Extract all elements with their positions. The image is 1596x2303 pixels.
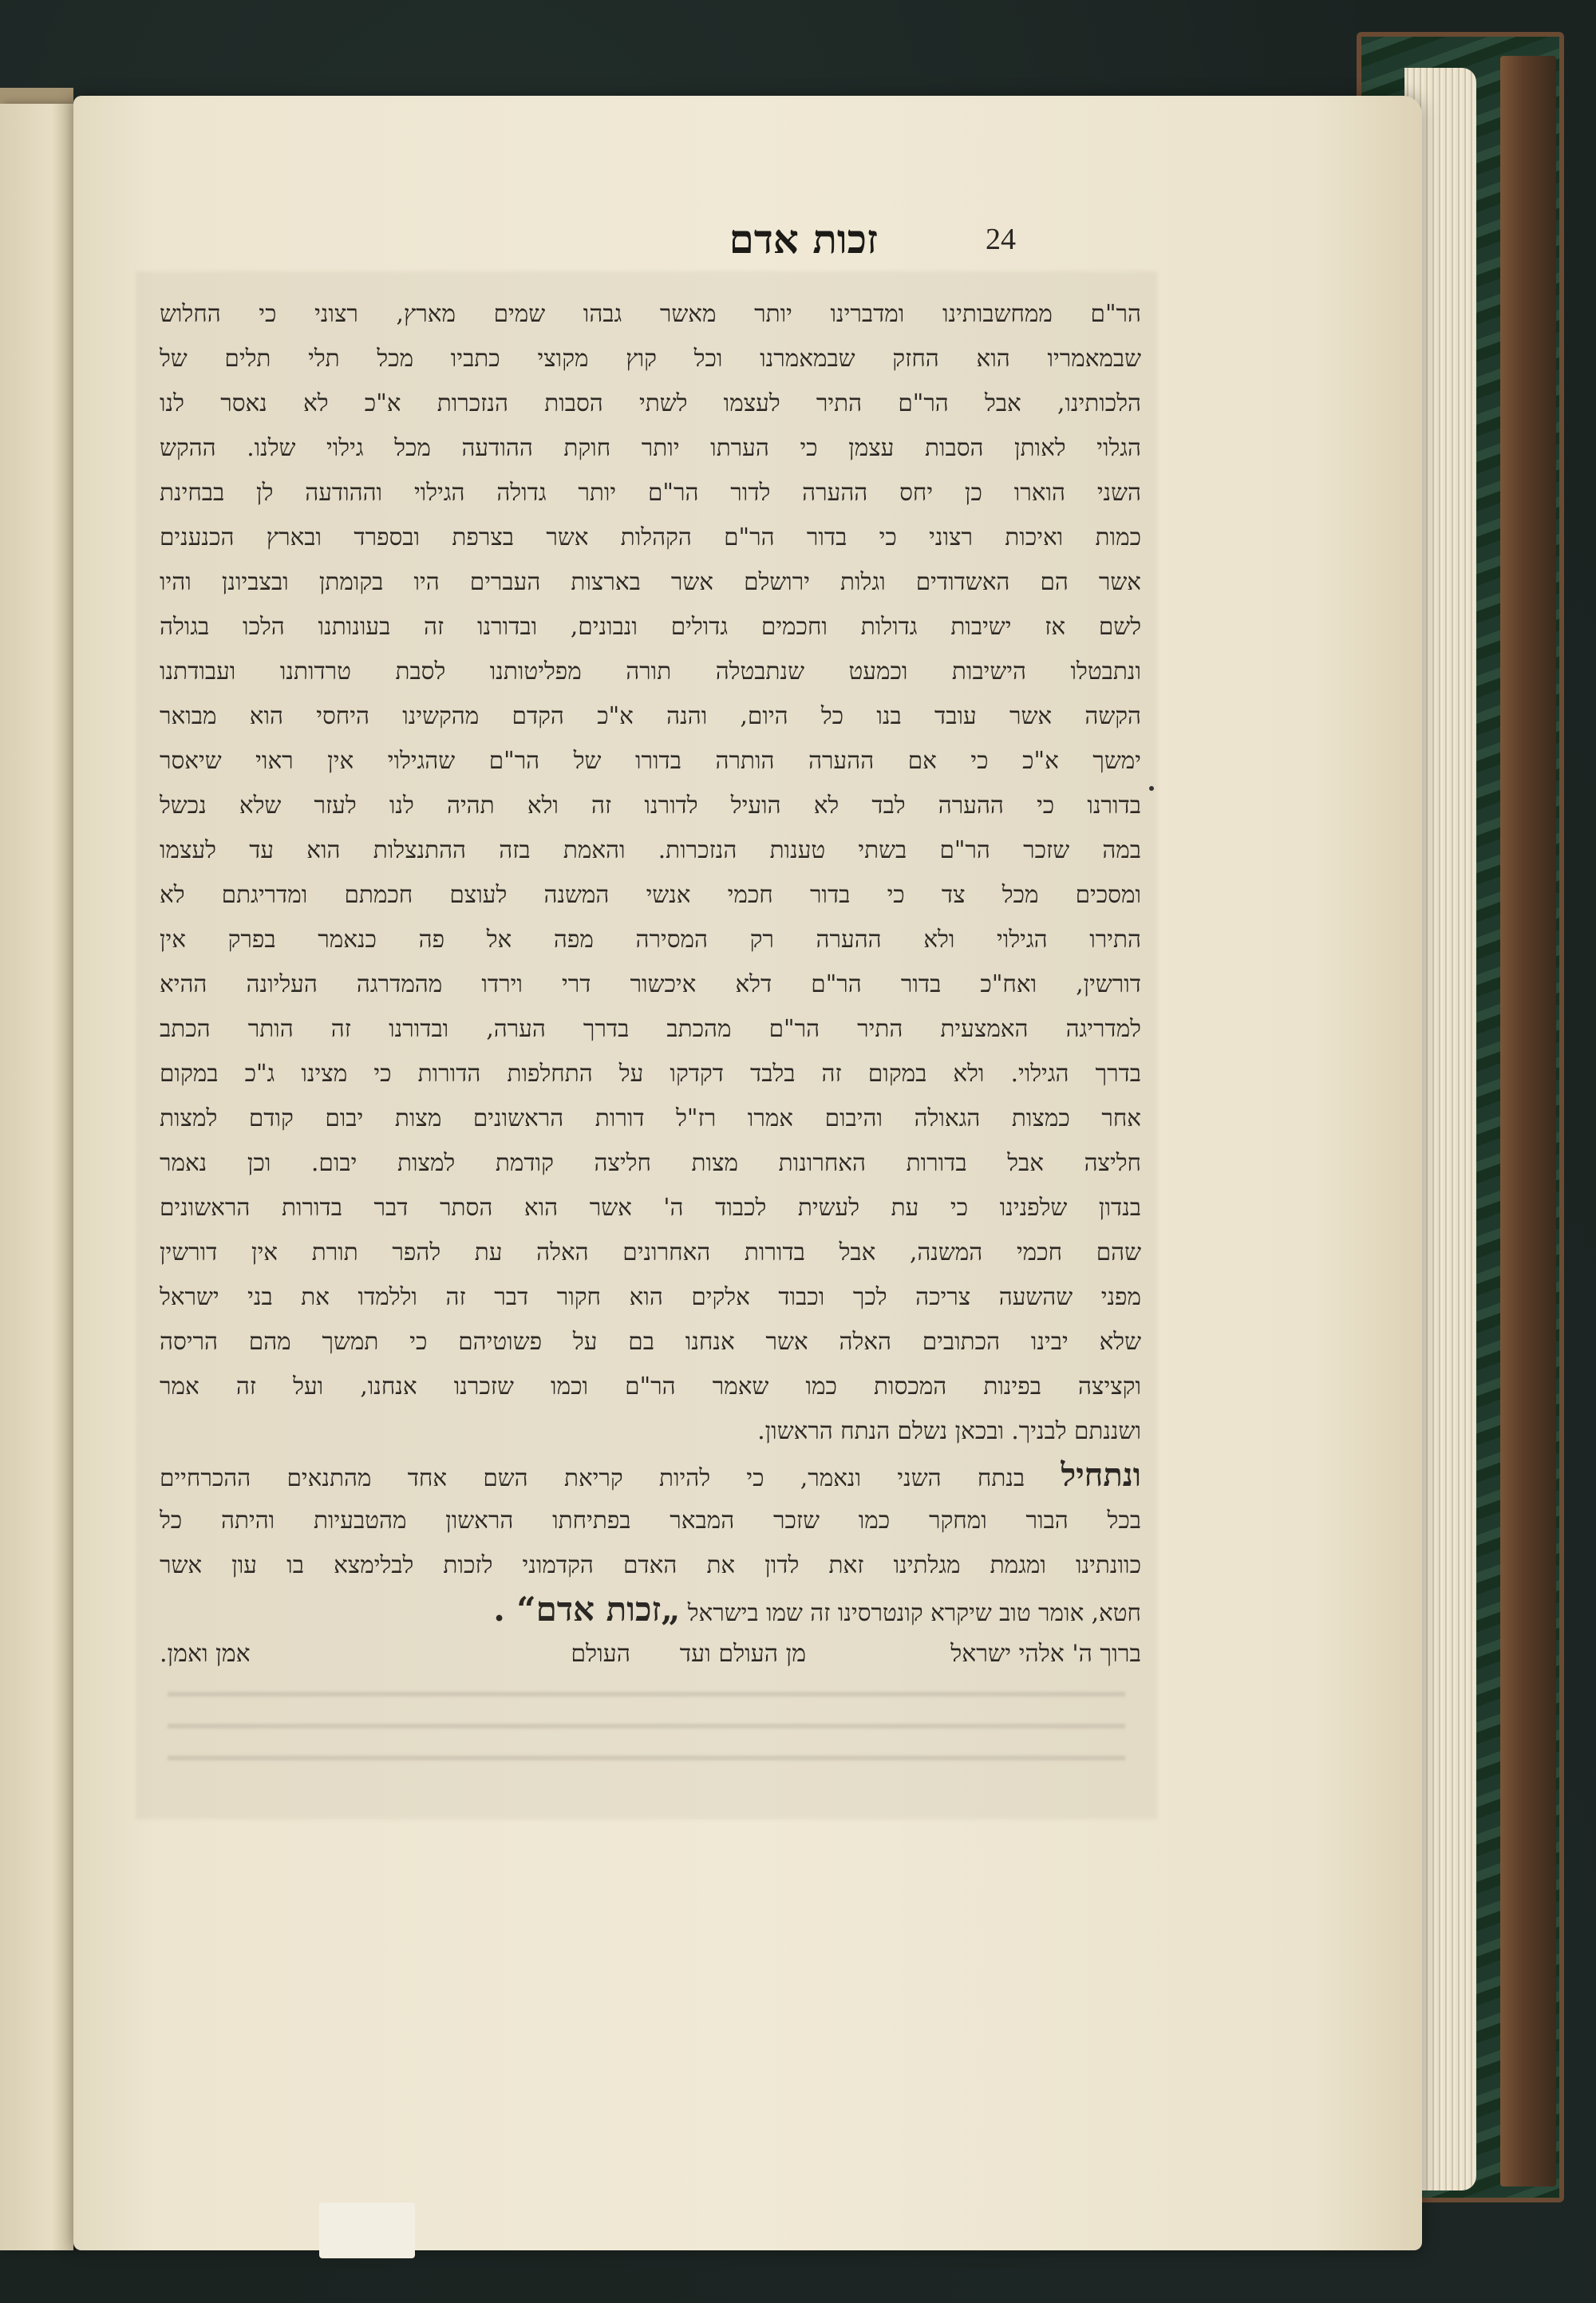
- closing-part-1: ברוך ה' אלהי ישראל: [950, 1640, 1141, 1668]
- text-line: ימשך א"כ כי אם ההערה הותרה בדורו של הר"ם שהגילוי אין ראוי שיאסר: [160, 747, 1141, 774]
- running-title: זכות אדם: [729, 215, 878, 263]
- text-line: אשר הם האשדודים וגלות ירושלם אשר בארצות העברים היו בקומתן ובצביונן והיו: [160, 568, 1141, 595]
- text-line: במה שזכר הר"ם בשתי טענות הנזכרות. והאמת בזה ההתנצלות הוא עד לעצמו: [160, 836, 1141, 863]
- text-line: שבמאמריו הוא החזק שבמאמרנו וכל קוץ מקוצי כתביו מכל תלי תלים של: [160, 345, 1141, 372]
- text-line: הלכותינו, אבל הר"ם התיר לעצמו לשתי הסבות הנזכרות א"כ לא נאסר לנו: [160, 389, 1141, 417]
- book-title-inline: „זכות אדם“ .: [493, 1590, 681, 1629]
- opening-word: ונתחיל: [1061, 1456, 1141, 1494]
- text-line: הקשה אשר עובד בנו כל היום, והנה א"כ הקדם מהקשינו היחסי הוא מבואר: [160, 702, 1141, 729]
- text-line: [160, 1543, 1141, 1587]
- text-line: בדורנו כי ההערה לבד לא הועיל לדורנו זה ולא תהיה לנו לעזר שלא נכשל: [160, 792, 1141, 819]
- text-line: הגלוי לאותן הסבות עצמן כי הערתו יותר חוקת ההודעה מכל גילוי שלנו. ההקש: [160, 434, 1141, 461]
- text-line: למדריגה האמצעית התיר הר"ם מהכתב בדרך הערה, ובדורנו זה הותר הכתב: [160, 1015, 1141, 1042]
- page-number: 24: [986, 223, 1016, 256]
- body-text: [160, 291, 1141, 1632]
- text-line: התירו הגילוי ולא ההערה רק המסירה מפה אל פה כנאמר בפרק אין: [160, 926, 1141, 953]
- text-line: דורשין, ואח"כ בדור הר"ם דלא איכשור דרי וירדו מהמדרגה העליונה ההיא: [160, 970, 1141, 997]
- text-line-content: בכל הבור ומחקר כמו שזכר המבאר בפתיחתו הראשון מהטבעיות והיתה כל: [160, 1507, 1141, 1534]
- text-line: שהם חכמי המשנה, אבל בדורות האחרונים האלה עת להפר תורת אין דורשין: [160, 1238, 1141, 1266]
- text-line: שלא יבינו הכתובים האלה אשר אנחנו בם על פשוטיהם כי תמשך מהם הריסה: [160, 1328, 1141, 1355]
- left-page: [0, 104, 73, 2250]
- closing-part-4: אמן ואמן.: [160, 1640, 251, 1668]
- text-line: השני הוארו כן יחס ההערה לדור הר"ם יותר גדולה הגילוי וההודעה לן בבחינת: [160, 479, 1141, 506]
- closing-part-2: מן העולם ועד: [679, 1640, 806, 1668]
- margin-mark: [1149, 786, 1154, 791]
- text-line: ונתבטלו הישיבות וכמעט שנתבטלה תורה מפליטותנו לסבת טרדותנו ועבודתנו: [160, 658, 1141, 685]
- text-line-content: חטא, אומר טוב שיקרא קונטרסינו זה שמו בישראל: [687, 1599, 1141, 1626]
- closing-line: [160, 1640, 1141, 1688]
- text-line: לשם אז ישיבות גדולות וחכמים גדולים ונבונים, ובדורנו זה בעונותנו הלכו בגולה: [160, 613, 1141, 640]
- closing-part-3: העולם: [571, 1640, 630, 1668]
- text-line: מפני שהשעה צריכה לכך וכבוד אלקים הוא חקור דבר זה וללמדו את בני ישראל: [160, 1283, 1141, 1310]
- text-line: כמות ואיכות רצוני כי בדור הר"ם הקהלות אשר בצרפת ובספרד ובארץ הכנענים: [160, 523, 1141, 551]
- book-cover-edge: [1500, 56, 1556, 2186]
- page-header: [551, 215, 1069, 287]
- text-line: אחר כמצות הגאולה והיבום אמרו רז"ל דורות הראשונים מצות יבום קודם למצות: [160, 1104, 1141, 1132]
- text-line: בדרך הגילוי. ולא במקום זה בלבד דקדקו על התחלפות הדורות כי מצינו ג"כ במקום: [160, 1060, 1141, 1087]
- text-line: וקציצה בפינות המכסות כמו שאמר הר"ם וכמו שזכרנו אנחנו, ועל זה אמר: [160, 1373, 1141, 1400]
- text-line: הר"ם ממחשבותינו ומדברינו יותר מאשר גבהו שמים מארץ, רצוני כי החלוש: [160, 300, 1141, 327]
- text-line: בנדון שלפנינו כי עת לעשית לכבוד ה' אשר הוא הסתר דבר בדורות הראשונים: [160, 1194, 1141, 1221]
- text-line: חליצה אבל בדורות האחרונות מצות חליצה קודמת למצות יבום. וכן נאמר: [160, 1149, 1141, 1176]
- text-line: [160, 1498, 1141, 1543]
- text-line-content: בנתח השני ונאמר, כי להיות קריאת השם אחד מהתנאים ההכרחיים: [160, 1464, 1025, 1491]
- bleed-through-lower: [168, 1692, 1125, 1787]
- text-line: ושננתם לבניך. ובכאן נשלם הנתח הראשון.: [757, 1417, 1141, 1444]
- text-line: [160, 1587, 1141, 1632]
- text-line: ומסכים מכל צד כי בדור חכמי אנשי המשנה לעוצם חכמתם ומדריגתם לא: [160, 881, 1141, 908]
- paper-tab: [319, 2202, 415, 2258]
- text-line: [160, 1453, 1141, 1498]
- text-line-content: כוונתינו ומגמת מגלתינו זאת לדון את האדם הקדמוני לזכות לבלימצא בו עון אשר: [160, 1551, 1141, 1578]
